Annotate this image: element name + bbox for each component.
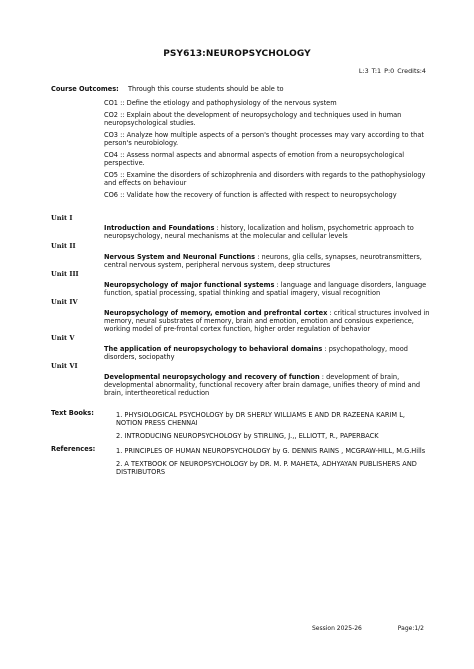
unit-6-text: : development of brain, developmental abnormality, functional recovery after brain damage, unifies theory of mind and brain, intertheoretical reduction <box>104 373 421 397</box>
course-outcome-5: CO5 :: Examine the disorders of schizophrenia and disorders with regards to the pathophysiology and effects on behaviour <box>104 171 426 187</box>
unit-6-heading: Developmental neuropsychology and recovery of function <box>104 373 320 381</box>
text-books-list <box>116 411 432 445</box>
unit-3-label: Unit III <box>51 270 79 278</box>
course-outcomes-list <box>104 99 430 203</box>
text-book-2: 2. INTRODUCING NEUROPSYCHOLOGY by STIRLING, J.,, ELLIOTT, R., PAPERBACK <box>116 432 379 440</box>
unit-4-content <box>104 309 434 333</box>
unit-3-content <box>104 281 434 297</box>
course-outcome-1: CO1 :: Define the etiology and pathophysiology of the nervous system <box>104 99 337 107</box>
course-outcomes-label: Course Outcomes: <box>51 85 119 93</box>
page-title: PSY613:NEUROPSYCHOLOGY <box>163 49 311 59</box>
unit-2-label: Unit II <box>51 242 76 250</box>
unit-6-label: Unit VI <box>51 362 78 370</box>
unit-6-content <box>104 373 434 397</box>
unit-1-label: Unit I <box>51 214 73 222</box>
credits-line: L:3 T:1 P:0 Credits:4 <box>358 67 426 75</box>
unit-5-text: : psychopathology, mood disorders, sociopathy <box>104 345 408 361</box>
text-book-1: 1. PHYSIOLOGICAL PSYCHOLOGY by DR SHERLY WILLIAMS E AND DR RAZEENA KARIM L, NOTION PRESS CHENNAI <box>116 411 405 427</box>
references-list <box>116 447 432 481</box>
course-outcome-2: CO2 :: Explain about the development of neuropsychology and techniques used in human neuropsychological studies. <box>104 111 402 127</box>
footer-session: Session 2025-26 <box>312 625 362 632</box>
unit-1-heading: Introduction and Foundations <box>104 224 215 232</box>
unit-2-text: : neurons, glia cells, synapses, neurotransmitters, central nervous system, peripheral nervous system, deep structures <box>104 253 422 269</box>
unit-3-text: : language and language disorders, language function, spatial processing, spatial thinking and spatial imagery, visual recognition <box>104 281 427 297</box>
unit-2-content <box>104 253 434 269</box>
unit-2-heading: Nervous System and Neuronal Functions <box>104 253 256 261</box>
course-outcome-3: CO3 :: Analyze how multiple aspects of a person's thought processes may vary according to that person's neurobiology. <box>104 131 424 147</box>
unit-5-label: Unit V <box>51 334 75 342</box>
reference-2: 2. A TEXTBOOK OF NEUROPSYCHOLOGY by DR. M. P. MAHETA, ADHYAYAN PUBLISHERS AND DISTRIBUTORS <box>116 460 417 476</box>
references-label: References: <box>51 445 96 453</box>
unit-4-label: Unit IV <box>51 298 78 306</box>
unit-3-heading: Neuropsychology of major functional systems <box>104 281 275 289</box>
text-books-label: Text Books: <box>51 409 94 417</box>
reference-1: 1. PRINCIPLES OF HUMAN NEUROPSYCHOLOGY by G. DENNIS RAINS , MCGRAW-HILL, M.G.Hills <box>116 447 426 455</box>
unit-1-text: : history, localization and holism, psychometric approach to neuropsychology, neural mechanisms at the molecular and cellular levels <box>104 224 414 240</box>
unit-4-text: : critical structures involved in memory, neural substrates of memory, brain and emotion, emotion and consious experience, working model of pre-frontal cortex function, higher order regulation of behavior <box>104 309 430 333</box>
unit-1-content <box>104 224 434 240</box>
footer-page-number: Page:1/2 <box>397 625 424 632</box>
unit-5-heading: The application of neuropsychology to behavioral domains <box>104 345 323 353</box>
unit-4-heading: Neuropsychology of memory, emotion and prefrontal cortex <box>104 309 328 317</box>
course-outcome-4: CO4 :: Assess normal aspects and abnormal aspects of emotion from a neuropsychological perspective. <box>104 151 405 167</box>
course-outcomes-intro: Through this course students should be able to <box>128 85 284 93</box>
unit-5-content <box>104 345 434 361</box>
course-outcome-6: CO6 :: Validate how the recovery of function is affected with respect to neuropsychology <box>104 191 397 199</box>
